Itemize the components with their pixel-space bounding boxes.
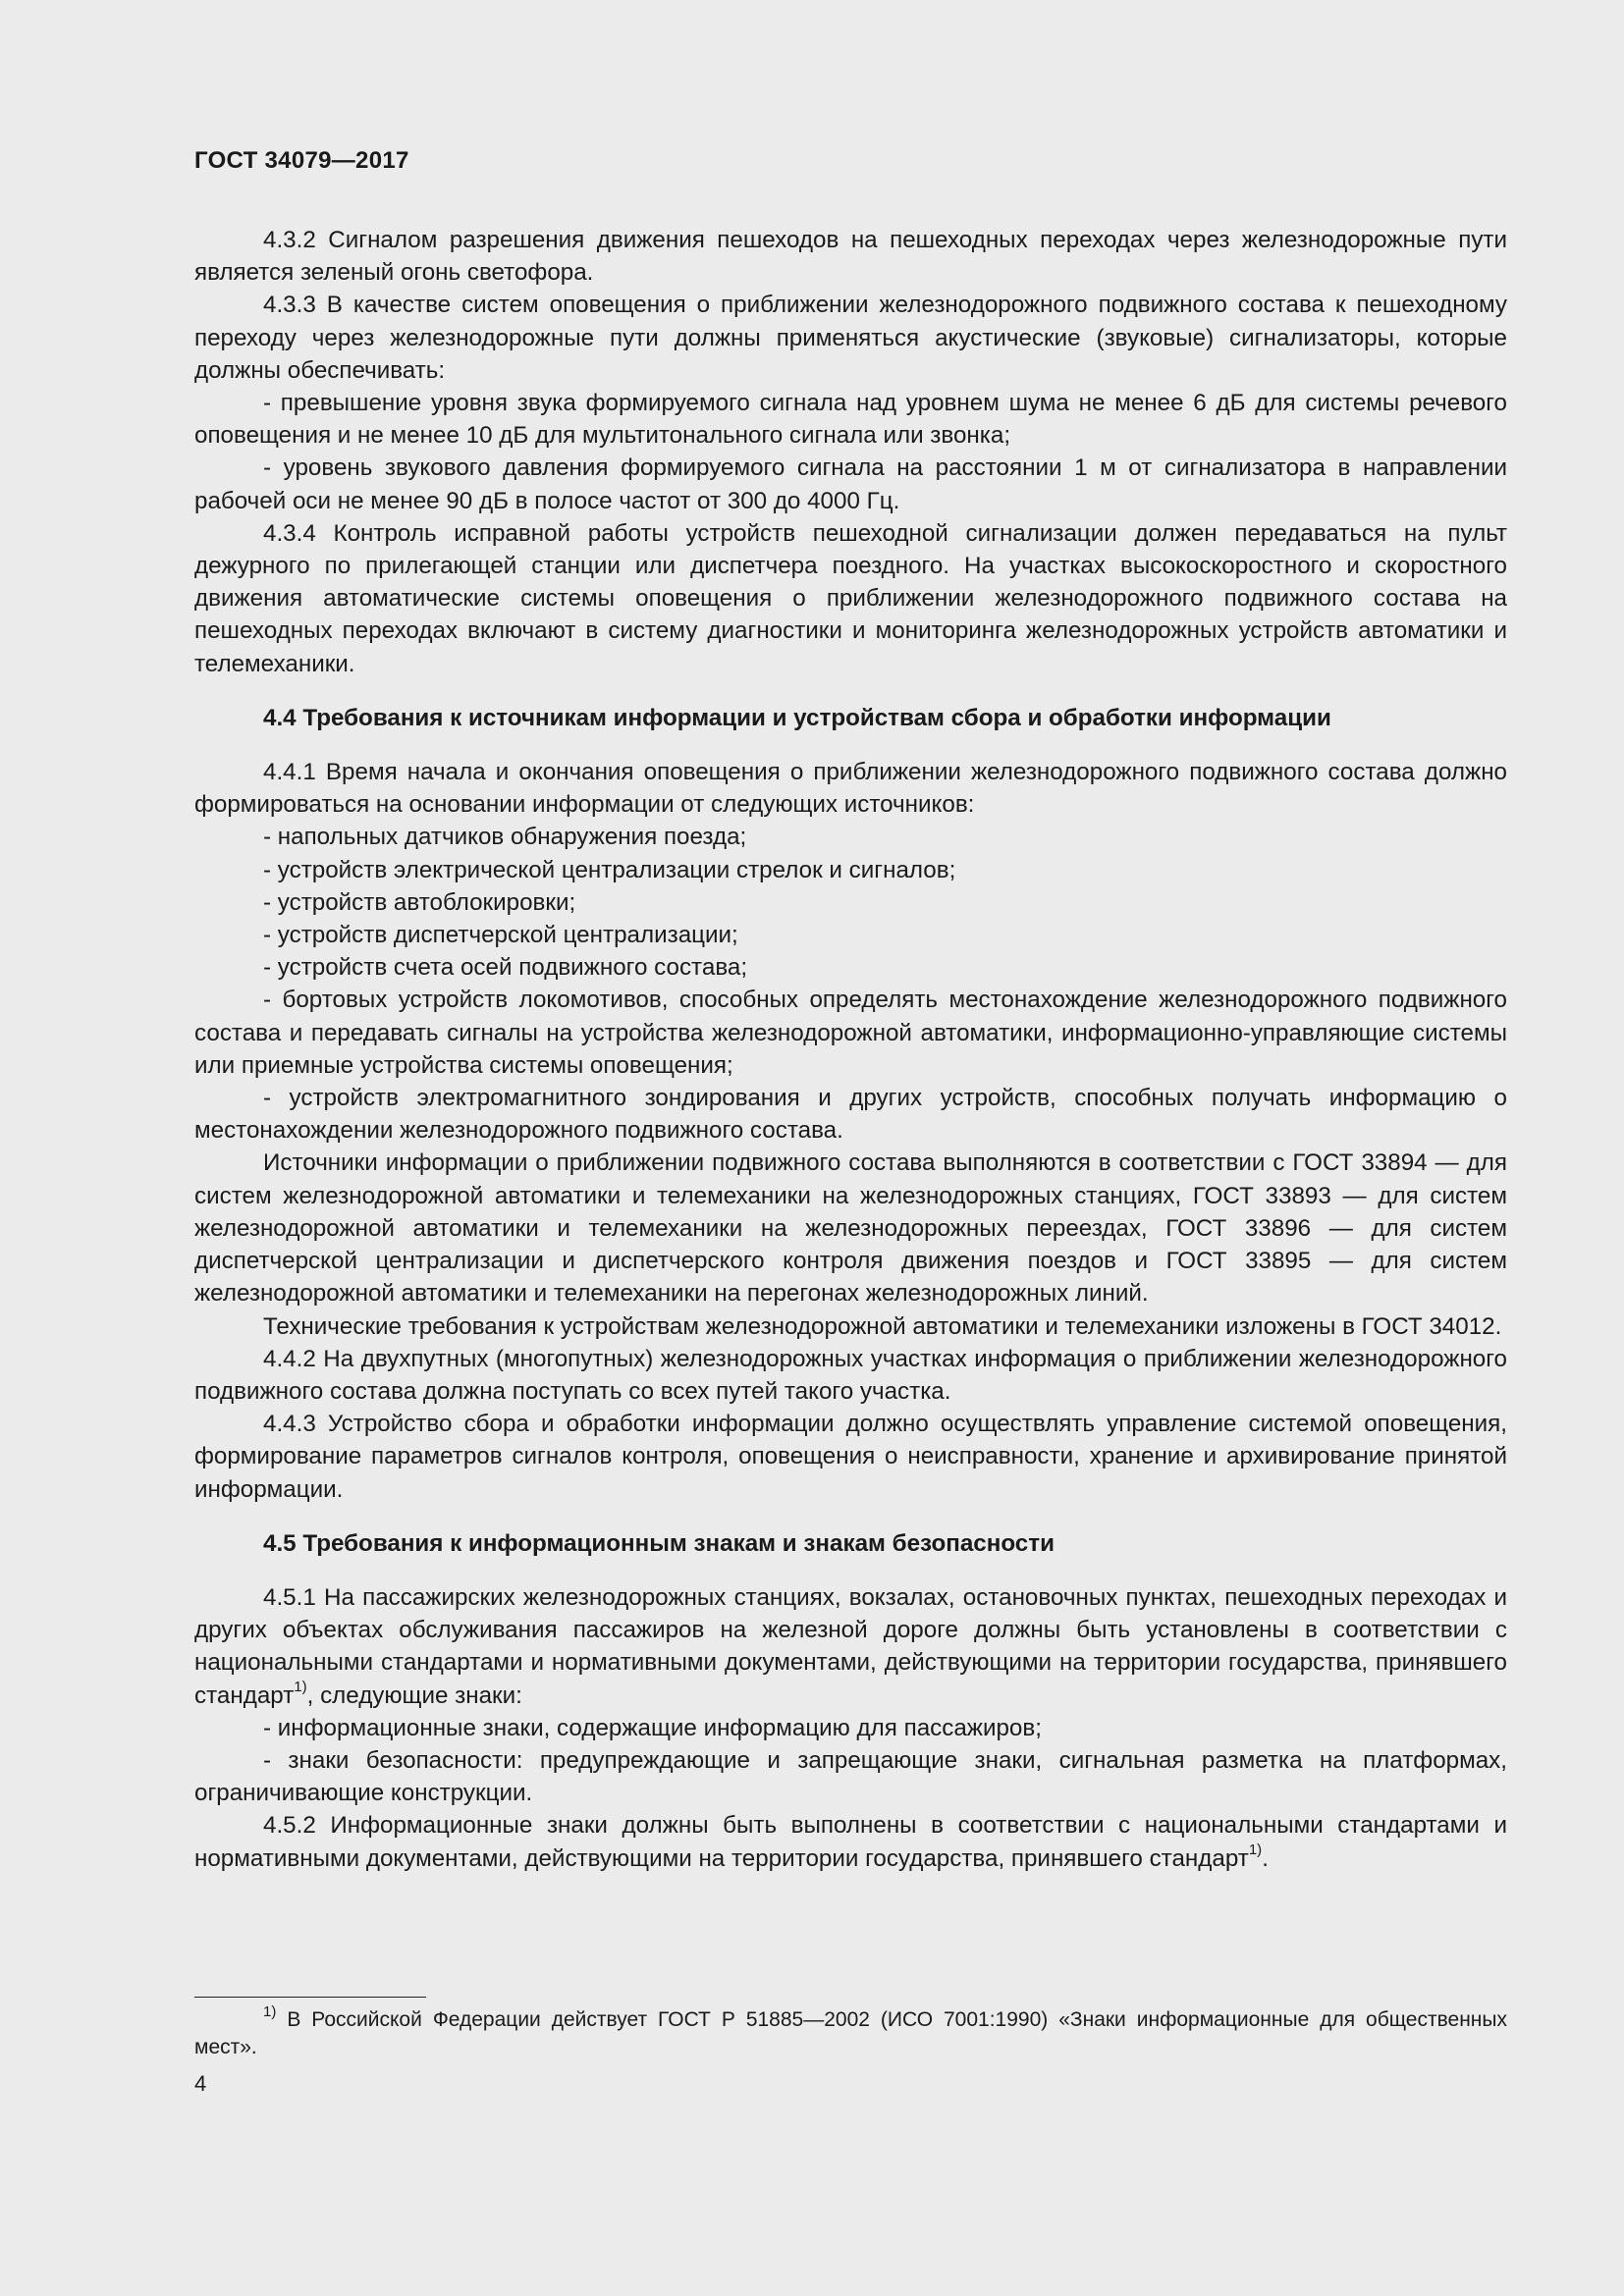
paragraph-4-4-2: 4.4.2 На двухпутных (многопутных) железнодорожных участках информация о приближении железнодорожного подвижного состава должна поступать со всех путей такого участка. (194, 1345, 1507, 1405)
list-item: - устройств электрической централизации стрелок и сигналов; (263, 856, 956, 883)
list-item: - устройств автоблокировки; (263, 888, 576, 916)
page-number: 4 (194, 2071, 207, 2096)
list-item: - информационные знаки, содержащие информацию для пассажиров; (263, 1714, 1042, 1741)
paragraph-text: 4.5.2 Информационные знаки должны быть выполнены в соответствии с национальными стандартами и нормативными документами, действующими на территории государства, принявшего стандарт (194, 1812, 1507, 1872)
list-item: - знаки безопасности: предупреждающие и запрещающие знаки, сигнальная разметка на платформах, ограничивающие конструкции. (194, 1746, 1507, 1807)
list-item: - бортовых устройств локомотивов, способных определять местонахождение железнодорожного подвижного состава и передавать сигналы на устройства железнодорожной автоматики, информационно-управляющие системы или приемные устройства системы оповещения; (194, 987, 1507, 1079)
list-item: - устройств электромагнитного зондирования и других устройств, способных получать информацию о местонахождении железнодорожного подвижного состава. (194, 1085, 1507, 1145)
list-item: - напольных датчиков обнаружения поезда; (263, 824, 747, 851)
footnote-ref: 1) (294, 1679, 307, 1696)
section-heading-4-4: 4.4 Требования к источникам информации и устройствам сбора и обработки информации (263, 704, 1331, 731)
footnote-body: В Российской Федерации действует ГОСТ Р 51885—2002 (ИСО 7001:1990) «Знаки информационные для общественных мест». (194, 2008, 1507, 2058)
list-item: - устройств счета осей подвижного состава; (263, 954, 748, 982)
footnote-text (194, 2003, 1507, 2061)
paragraph-4-4-1: 4.4.1 Время начала и окончания оповещения о приближении железнодорожного подвижного состава должно формироваться на основании информации от следующих источников: (194, 759, 1507, 819)
list-item: - устройств диспетчерской централизации; (263, 922, 738, 949)
list-item: - превышение уровня звука формируемого сигнала над уровнем шума не менее 6 дБ для системы речевого оповещения и не менее 10 дБ для мультитонального сигнала или звонка; (194, 390, 1507, 450)
footnote (194, 1955, 1507, 2061)
paragraph-tech-requirements: Технические требования к устройствам железнодорожной автоматики и телемеханики изложены в ГОСТ 34012. (263, 1312, 1502, 1340)
paragraph-4-4-3: 4.4.3 Устройство сбора и обработки информации должно осуществлять управление системой оповещения, формирование параметров сигналов контроля, оповещения о неисправности, хранение и архивирование принятой информации. (194, 1411, 1507, 1503)
paragraph-text: 4.5.1 На пассажирских железнодорожных станциях, вокзалах, остановочных пунктах, пешеходных переходах и других объектах обслуживания пассажиров на железной дороге должны быть установлены в соответствии с национальными стандартами и нормативными документами, действующими на территории государства, принявшего стандарт (194, 1583, 1507, 1709)
body-text (194, 224, 1507, 1875)
paragraph-text-end: , следующие знаки: (306, 1682, 522, 1709)
section-heading-4-5: 4.5 Требования к информационным знакам и знакам безопасности (263, 1529, 1055, 1557)
footnote-marker: 1) (263, 2003, 277, 2020)
paragraph-sources: Источники информации о приближении подвижного состава выполняются в соответствии с ГОСТ 33894 — для систем железнодорожной автоматики и телемеханики на железнодорожных станциях, ГОСТ 33893 — для систем железнодорожной автоматики и телемеханики на железнодорожных переездах, ГОСТ 33896 — для систем диспетчерской централизации и диспетчерского контроля движения поездов и ГОСТ 33895 — для систем железнодорожной автоматики и телемеханики на перегонах железнодорожных линий. (194, 1149, 1507, 1308)
paragraph-4-5-1 (194, 1581, 1507, 1712)
paragraph-text-end: . (1262, 1844, 1269, 1872)
document-header: ГОСТ 34079—2017 (194, 147, 409, 174)
footnote-ref: 1) (1248, 1842, 1263, 1859)
paragraph-4-3-2: 4.3.2 Сигналом разрешения движения пешеходов на пешеходных переходах через железнодорожные пути является зеленый огонь светофора. (194, 227, 1507, 287)
list-item: - уровень звукового давления формируемого сигнала на расстоянии 1 м от сигнализатора в направлении рабочей оси не менее 90 дБ в полосе частот от 300 до 4000 Гц. (194, 454, 1507, 514)
paragraph-4-5-2 (194, 1809, 1507, 1874)
paragraph-4-3-3: 4.3.3 В качестве систем оповещения о приближении железнодорожного подвижного состава к пешеходному переходу через железнодорожные пути должны применяться акустические (звуковые) сигнализаторы, которые должны обеспечивать: (194, 292, 1507, 384)
paragraph-4-3-4: 4.3.4 Контроль исправной работы устройств пешеходной сигнализации должен передаваться на пульт дежурного по прилегающей станции или диспетчера поездного. На участках высокоскоростного и скоростного движения автоматические системы оповещения о приближении железнодорожного подвижного состава на пешеходных переходах включают в систему диагностики и мониторинга железнодорожных устройств автоматики и телемеханики. (194, 519, 1507, 677)
